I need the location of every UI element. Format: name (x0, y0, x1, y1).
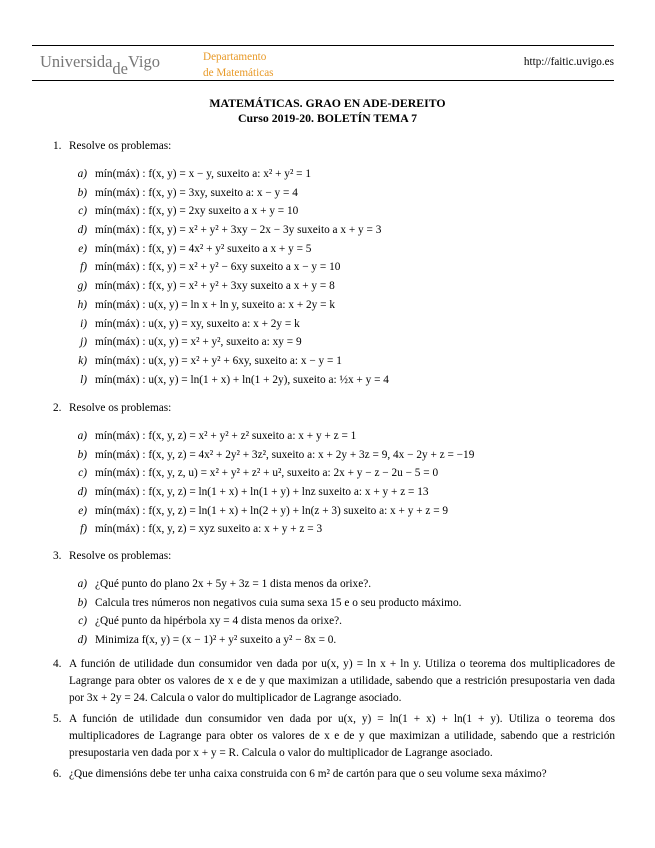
header-bottom-rule (32, 80, 614, 81)
item-text: mín(máx) : u(x, y) = x² + y² + 6xy, suxeito a: x − y = 1 (95, 354, 342, 367)
section-heading-text: Resolve os problemas: (69, 550, 172, 562)
list-item (53, 594, 615, 613)
item-text: mín(máx) : f(x, y, z) = xyz suxeito a: x + y + z = 3 (95, 523, 323, 536)
item-list (53, 165, 615, 389)
item-label: a) (77, 578, 87, 590)
item-text: mín(máx) : f(x, y) = x − y, suxeito a: x² + y² = 1 (95, 168, 312, 180)
section-heading-text: Resolve os problemas: (69, 140, 172, 152)
list-item (53, 352, 615, 371)
university-name-de: de (112, 59, 128, 78)
problem-5 (53, 711, 615, 763)
header-top-rule (32, 45, 614, 46)
item-text: mín(máx) : u(x, y) = ln x + ln y, suxeito a: x + 2y = k (95, 298, 335, 311)
item-text: mín(máx) : f(x, y) = x² + y² + 3xy suxeito a x + y = 8 (95, 280, 335, 293)
list-item (53, 427, 615, 446)
item-label: k) (78, 354, 87, 367)
problem-text: A función de utilidade dun consumidor ven dada por u(x, y) = ln(1 + x) + ln(1 + y). Utiliza o teorema dos multiplicadores de Lagrange para obter os valores de x e de y que maximizan a utilidade, sabendo que a restrición presupostaria ven dada por x + y = R. Calcula o valor do multiplicador de Lagrange asociado. (69, 713, 615, 760)
item-label: b) (77, 596, 87, 609)
item-text: mín(máx) : f(x, y) = 4x² + y² suxeito a x + y = 5 (95, 242, 312, 255)
item-text: mín(máx) : f(x, y, z) = ln(1 + x) + ln(2 + y) + ln(z + 3) suxeito a: x + y + z = 9 (95, 504, 449, 517)
item-text: Minimiza f(x, y) = (x − 1)² + y² suxeito a y² − 8x = 0. (95, 634, 337, 647)
department-line-1: Departamento (203, 51, 267, 63)
list-item (53, 258, 615, 277)
item-text: mín(máx) : f(x, y) = 2xy suxeito a x + y = 10 (95, 205, 299, 218)
list-item (53, 575, 615, 594)
department-name (203, 49, 274, 81)
item-label: a) (77, 168, 87, 180)
item-list (53, 427, 615, 539)
university-name-main: Universida (40, 52, 113, 71)
problem-text: ¿Que dimensións debe ter unha caixa construida con 6 m² de cartón para que o seu volume sexa máximo? (69, 768, 547, 780)
list-item (53, 464, 615, 483)
section-1 (53, 138, 615, 389)
item-label: e) (78, 242, 87, 255)
item-list (53, 575, 615, 650)
section-2 (53, 400, 615, 539)
header-url[interactable]: http://faitic.uvigo.es (523, 56, 614, 68)
item-label: c) (78, 467, 87, 480)
list-item (53, 184, 615, 203)
item-text: ¿Qué punto da hipérbola xy = 4 dista menos da orixe?. (95, 615, 342, 628)
section-heading (53, 138, 615, 154)
item-text: mín(máx) : u(x, y) = xy, suxeito a: x + 2y = k (95, 317, 300, 330)
list-item (53, 371, 615, 390)
item-label: c) (78, 615, 87, 628)
list-item (53, 446, 615, 465)
item-label: b) (77, 448, 87, 461)
list-item (53, 333, 615, 352)
item-label: j) (80, 336, 87, 349)
problem-text: A función de utilidade dun consumidor ven dada por u(x, y) = ln x + ln y. Utiliza o teorema dos multiplicadores de Lagrange para obter os valores de x e de y que maximizan a utilidade, sabendo que a restrición presupostaria ven dada por 3x + 2y = 24. Calcula o valor do multiplicador de Lagrange asociado. (69, 658, 615, 705)
item-label: i) (80, 317, 87, 330)
title-line-1: MATEMÁTICAS. GRAO EN ADE-DEREITO (209, 96, 446, 110)
section-heading-text: Resolve os problemas: (69, 402, 172, 414)
university-name-end: Vigo (127, 52, 160, 71)
department-line-2: de Matemáticas (203, 67, 274, 79)
problem-6 (53, 766, 615, 783)
item-label: f) (80, 523, 87, 536)
list-item (53, 165, 615, 184)
list-item (53, 483, 615, 502)
section-3 (53, 548, 615, 650)
list-item (53, 502, 615, 521)
item-label: d) (77, 634, 87, 647)
university-logo (40, 52, 160, 78)
item-text: mín(máx) : f(x, y, z) = 4x² + 2y² + 3z², suxeito a: x + 2y + 3z = 9, 4x − 2y + z = −19 (95, 448, 475, 461)
item-label: l) (80, 373, 87, 386)
item-text: ¿Qué punto do plano 2x + 5y + 3z = 1 dista menos da orixe?. (95, 578, 372, 590)
item-text: mín(máx) : f(x, y) = x² + y² − 6xy suxeito a x − y = 10 (95, 261, 341, 274)
item-text: mín(máx) : u(x, y) = ln(1 + x) + ln(1 + 2y), suxeito a: ½x + y = 4 (95, 373, 389, 386)
item-label: g) (77, 280, 87, 293)
problem-4 (53, 656, 615, 708)
section-number: 3. (53, 550, 62, 562)
item-label: h) (77, 298, 87, 311)
problem-number: 5. (53, 713, 62, 725)
list-item (53, 221, 615, 240)
section-heading (53, 400, 615, 416)
item-label: d) (77, 486, 87, 499)
item-text: Calcula tres números non negativos cuia suma sexa 15 e o seu producto máximo. (95, 596, 462, 609)
item-text: mín(máx) : f(x, y) = x² + y² + 3xy − 2x − 3y suxeito a x + y = 3 (95, 224, 382, 237)
list-item (53, 315, 615, 334)
item-text: mín(máx) : u(x, y) = x² + y², suxeito a: xy = 9 (95, 336, 302, 349)
list-item (53, 277, 615, 296)
list-item (53, 240, 615, 259)
item-label: f) (80, 261, 87, 274)
item-label: e) (78, 504, 87, 517)
list-item (53, 202, 615, 221)
title-line-2: Curso 2019-20. BOLETÍN TEMA 7 (237, 111, 418, 125)
item-text: mín(máx) : f(x, y, z) = x² + y² + z² suxeito a: x + y + z = 1 (95, 430, 357, 442)
item-label: d) (77, 224, 87, 237)
list-item (53, 612, 615, 631)
problem-number: 4. (53, 658, 62, 670)
document-title (0, 96, 655, 126)
section-heading (53, 548, 615, 564)
item-label: a) (77, 430, 87, 442)
list-item (53, 296, 615, 315)
item-text: mín(máx) : f(x, y) = 3xy, suxeito a: x − y = 4 (95, 186, 298, 199)
problem-number: 6. (53, 768, 62, 780)
item-label: b) (77, 186, 87, 199)
item-text: mín(máx) : f(x, y, z) = ln(1 + x) + ln(1 + y) + lnz suxeito a: x + y + z = 13 (95, 486, 429, 499)
item-text: mín(máx) : f(x, y, z, u) = x² + y² + z² + u², suxeito a: 2x + y − z − 2u − 5 = 0 (95, 467, 439, 480)
list-item (53, 520, 615, 539)
item-label: c) (78, 205, 87, 218)
section-number: 1. (53, 140, 62, 152)
list-item (53, 631, 615, 650)
section-number: 2. (53, 402, 62, 414)
